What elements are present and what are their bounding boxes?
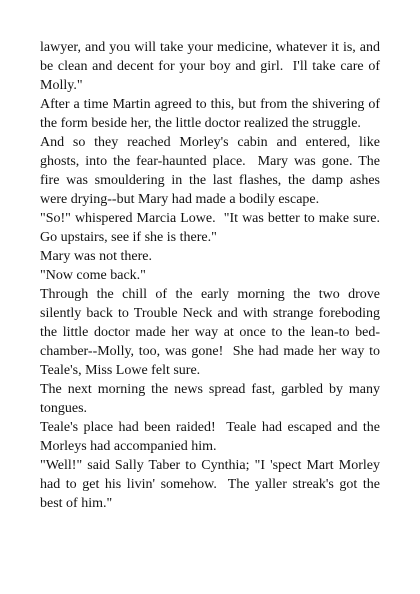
paragraph: And so they reached Morley's cabin and entered, like ghosts, into the fear-haunted place. Mary was gone. The fire was smouldering in the last flashes, the damp ashes were drying--but Mary had made a bodily escape. [40, 135, 384, 207]
paragraph: lawyer, and you will take your medicine, whatever it is, and be clean and decent for your boy and girl. I'll take care of Molly." [40, 40, 384, 93]
paragraph: Teale's place had been raided! Teale had escaped and the Morleys had accompanied him. [40, 420, 384, 454]
paragraph: Through the chill of the early morning the two drove silently back to Trouble Neck and with strange foreboding the little doctor made her way at once to the lean-to bed-chamber--Molly, too, was gone! She had made her way to Teale's, Miss Lowe felt sure. [40, 287, 384, 378]
page-body [40, 38, 387, 513]
paragraph: After a time Martin agreed to this, but from the shivering of the form beside her, the little doctor realized the struggle. [40, 97, 384, 131]
paragraph: "Well!" said Sally Taber to Cynthia; "I 'spect Mart Morley had to get his livin' somehow. The yaller streak's got the best of him." [40, 458, 384, 511]
paragraph: Mary was not there. [40, 249, 152, 264]
paragraph: The next morning the news spread fast, garbled by many tongues. [40, 382, 384, 416]
paragraph: "So!" whispered Marcia Lowe. "It was better to make sure. Go upstairs, see if she is there." [40, 211, 387, 245]
paragraph: "Now come back." [40, 268, 146, 283]
